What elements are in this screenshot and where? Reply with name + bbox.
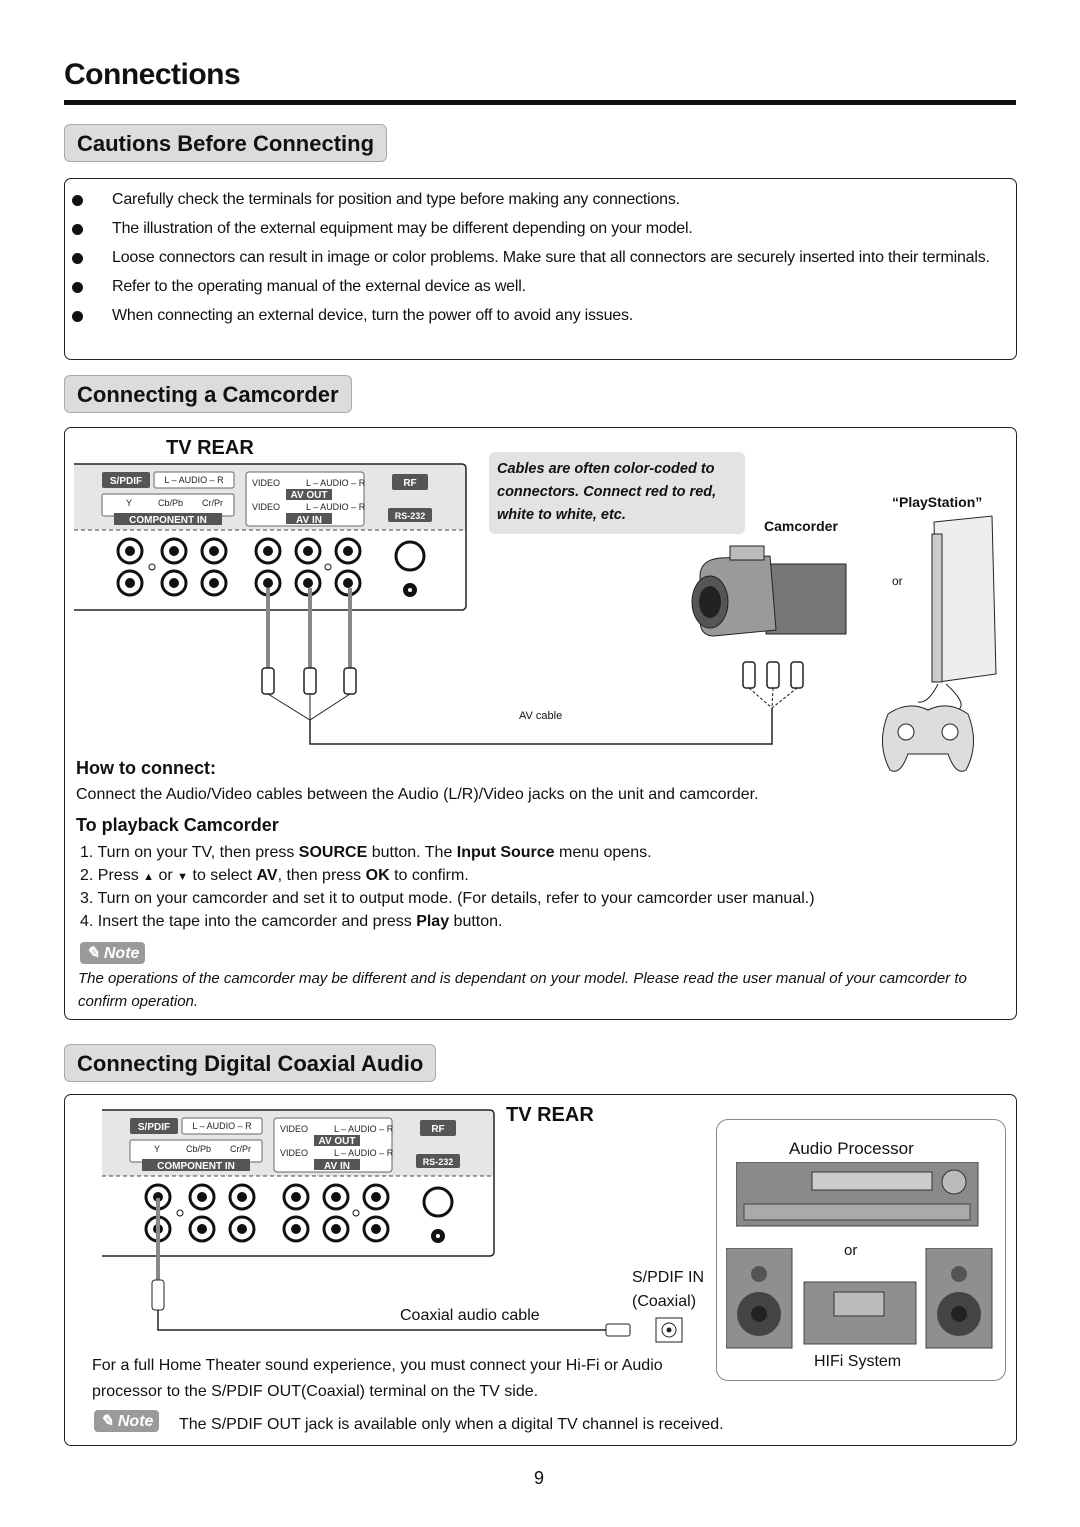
bullet-icon	[72, 253, 83, 264]
audio-in-label: L – AUDIO – R	[306, 502, 366, 512]
bullet-icon	[72, 224, 83, 235]
spdif-label: S/PDIF	[137, 1122, 171, 1133]
camcorder-heading: Connecting a Camcorder	[64, 375, 352, 413]
camcorder-icon	[680, 540, 850, 650]
coax-note-text: The S/PDIF OUT jack is available only when a digital TV channel is received.	[179, 1416, 724, 1433]
note-badge-2: ✎ Note	[94, 1410, 159, 1432]
cr-label: Cr/Pr	[202, 498, 223, 508]
how-to-connect-heading: How to connect:	[76, 758, 216, 778]
pencil-icon: ✎	[100, 1413, 118, 1430]
component-in-label: COMPONENT IN	[129, 515, 207, 526]
video-out-label: VIDEO	[280, 1124, 309, 1134]
audio-in-label: L – AUDIO – R	[334, 1148, 394, 1158]
audio-out-label: L – AUDIO – R	[334, 1124, 394, 1134]
av-cable-label: AV cable	[519, 710, 563, 722]
caution-item: The illustration of the external equipment may be different depending on your model.	[72, 217, 1012, 240]
av-in-label: AV IN	[324, 1161, 350, 1172]
spdif-in-label: S/PDIF IN	[632, 1269, 705, 1286]
video-in-label: VIDEO	[252, 502, 281, 512]
or-label: or	[892, 574, 903, 588]
page-number: 9	[534, 1468, 545, 1488]
caution-item: Refer to the operating manual of the external device as well.	[72, 275, 1012, 298]
video-in-label: VIDEO	[280, 1148, 309, 1158]
y-label: Y	[126, 498, 133, 508]
coax-heading: Connecting Digital Coaxial Audio	[64, 1044, 436, 1082]
coax-cable-diagram	[140, 1190, 700, 1350]
step-2: 2. Press ▲ or ▼ to select AV, then press OK to confirm.	[80, 867, 469, 884]
camcorder-label: Camcorder	[764, 518, 838, 534]
coaxial-label: (Coaxial)	[632, 1293, 697, 1310]
audio-processor-label: Audio Processor	[789, 1139, 914, 1158]
audio-lr-label: L – AUDIO – R	[164, 475, 224, 485]
y-label: Y	[154, 1144, 161, 1154]
cr-label: Cr/Pr	[230, 1144, 251, 1154]
down-arrow-icon: ▼	[177, 871, 189, 883]
bullet-icon	[72, 311, 83, 322]
hifi-label: HIFi System	[814, 1353, 902, 1370]
or-label-2: or	[844, 1242, 858, 1259]
component-in-label: COMPONENT IN	[157, 1161, 235, 1172]
color-code-callout: Cables are often color-coded to connectors. Connect red to red, white to white, etc.	[489, 452, 745, 534]
caution-item: Carefully check the terminals for position and type before making any connections.	[72, 188, 1012, 211]
coax-body-text: For a full Home Theater sound experience, you must connect your Hi-Fi or Audio processor to the S/PDIF OUT(Coaxial) terminal on the TV side.	[92, 1357, 663, 1400]
av-in-label: AV IN	[296, 515, 322, 526]
pencil-icon: ✎	[86, 945, 104, 962]
cautions-heading: Cautions Before Connecting	[64, 124, 387, 162]
bullet-icon	[72, 282, 83, 293]
step-3: 3. Turn on your camcorder and set it to output mode. (For details, refer to your camcorder user manual.)	[80, 890, 815, 907]
rs232-label: RS-232	[422, 1157, 454, 1167]
rs232-label: RS-232	[394, 511, 426, 521]
how-to-connect-text: Connect the Audio/Video cables between the Audio (L/R)/Video jacks on the unit and camcorder.	[76, 786, 759, 803]
caution-item: When connecting an external device, turn the power off to avoid any issues.	[72, 304, 1012, 327]
audio-processor-icon	[736, 1162, 980, 1228]
coax-cable-label: Coaxial audio cable	[400, 1307, 540, 1324]
tv-rear-label-2: TV REAR	[506, 1104, 594, 1126]
hifi-system-icon	[726, 1248, 994, 1350]
cb-label: Cb/Pb	[158, 498, 184, 508]
video-out-label: VIDEO	[252, 478, 281, 488]
audio-lr-label: L – AUDIO – R	[192, 1121, 252, 1131]
page-title: Connections	[64, 58, 241, 91]
tv-rear-label: TV REAR	[166, 437, 254, 459]
note-badge: ✎ Note	[80, 942, 145, 964]
cb-label: Cb/Pb	[186, 1144, 212, 1154]
step-1: 1. Turn on your TV, then press SOURCE button. The Input Source menu opens.	[80, 844, 652, 861]
playstation-icon	[868, 514, 1008, 778]
av-out-label: AV OUT	[318, 1136, 356, 1147]
caution-item: Loose connectors can result in image or color problems. Make sure that all connectors are securely inserted into their terminals.	[72, 246, 1012, 269]
playstation-label: “PlayStation”	[892, 494, 983, 510]
spdif-label: S/PDIF	[109, 476, 143, 487]
bullet-icon	[72, 195, 83, 206]
rf-label: RF	[431, 1124, 445, 1135]
playback-heading: To playback Camcorder	[76, 815, 279, 835]
step-4: 4. Insert the tape into the camcorder and press Play button.	[80, 913, 503, 930]
cautions-list	[72, 188, 1012, 333]
av-out-label: AV OUT	[290, 490, 328, 501]
title-divider	[64, 100, 1016, 105]
rf-label: RF	[403, 478, 417, 489]
up-arrow-icon: ▲	[143, 871, 155, 883]
audio-out-label: L – AUDIO – R	[306, 478, 366, 488]
camcorder-note-text: The operations of the camcorder may be different and is dependant on your model. Please read the user manual of your camcorder to confirm operation.	[78, 970, 967, 1010]
